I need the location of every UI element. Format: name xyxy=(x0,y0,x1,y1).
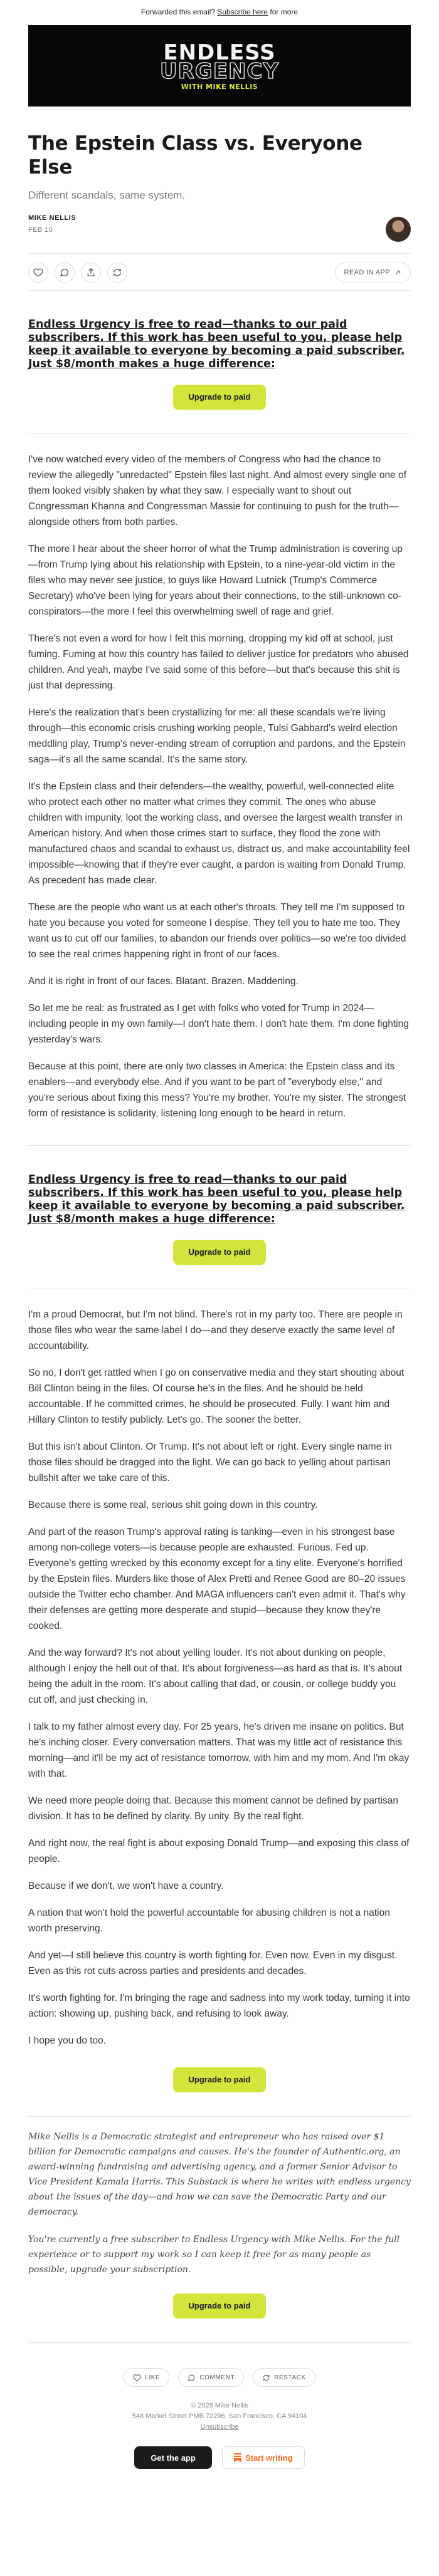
restack-label: RESTACK xyxy=(274,2374,306,2381)
get-app-button[interactable]: Get the app xyxy=(134,2446,212,2469)
banner-line-1: ENDLESS xyxy=(163,40,276,65)
upgrade-button[interactable]: Upgrade to paid xyxy=(173,2067,266,2092)
post-date: FEB 10 xyxy=(28,226,53,234)
subscription-note: You're currently a free subscriber to Endless Urgency with Mike Nellis. For the full experience or to support my work so I can keep it free for as many people as possible, upgrade your subscription. xyxy=(28,2235,400,2275)
upgrade-button[interactable]: Upgrade to paid xyxy=(173,2293,266,2319)
article-paragraph: There's not even a word for how I felt this morning, dropping my kid off at school, just fuming. Fuming at how this country has failed to deliver justice for predators who abused children. And yeah, maybe I've said some of this before—but that's because this shit is just that depressing. xyxy=(28,633,409,691)
forward-bar xyxy=(0,0,439,23)
article-body-1 xyxy=(28,452,411,1121)
article-paragraph: We need more people doing that. Because this moment cannot be defined by partisan division. It has to be defined by clarity. By unity. By the real fight. xyxy=(28,1795,398,1822)
footer-like-button[interactable] xyxy=(124,2368,169,2387)
paid-cta-text[interactable]: Endless Urgency is free to read—thanks to our paid subscribers. If this work has been useful to you, please help keep it available to everyone by becoming a paid subscriber. Just $8/month makes a huge difference: xyxy=(28,318,405,370)
article-paragraph: Because if we don't, we won't have a country. xyxy=(28,1881,224,1891)
article-paragraph: It's worth fighting for. I'm bringing the rage and sadness into my work today, turning it into action: showing up, pushing back, and refusing to look away. xyxy=(28,1993,410,2019)
article-paragraph: So no, I don't get rattled when I go on conservative media and they start shouting about Bill Clinton being in the files. Of course he's in the files. And he should be held accountable. If he committed crimes, he should be prosecuted. Fully. I want him and Hillary Clinton to testify publicly. Let's go. The sooner the better. xyxy=(28,1368,405,1425)
restack-icon xyxy=(262,2374,270,2382)
article-paragraph: And it is right in front of our faces. Blatant. Brazen. Maddening. xyxy=(28,976,299,987)
heart-icon xyxy=(33,267,43,278)
article-paragraph: And yet—I still believe this country is worth fighting for. Even now. Even in my disgust. Even as this rot cuts across parties and presidents and decades. xyxy=(28,1950,398,1976)
article-paragraph: A nation that won't hold the powerful accountable for abusing children is not a nation worth preserving. xyxy=(28,1908,390,1934)
article-paragraph: The more I hear about the sheer horror of what the Trump administration is covering up—from Trump lying about his relationship with Epstein, to a nine-year-old victim in the files who may never see justice, to guys like Howard Lutnick (Trump's Commerce Secretary) who've been lying for years about their connections, to the still-unknown co-conspirators—the more I feel this overwhelming swell of rage and grief. xyxy=(28,544,403,617)
post-title[interactable]: The Epstein Class vs. Everyone Else xyxy=(28,132,362,179)
article-paragraph: Because there is some real, serious shit going down in this country. xyxy=(28,1500,318,1510)
article-body-2 xyxy=(28,1307,411,2049)
divider xyxy=(28,2116,411,2117)
divider xyxy=(28,1145,411,1146)
arrow-up-right-icon xyxy=(394,269,401,276)
article-paragraph: I hope you do too. xyxy=(28,2035,107,2046)
comment-icon xyxy=(60,267,70,278)
article-paragraph: Because at this point, there are only two classes in America: the Epstein class and its enablers—and everybody else. And if you want to be part of "everybody else," and you're serious about fixing this mess? You're my brother. You're my sister. The strongest form of resistance is solidarity, listening long enough to be heard in return. xyxy=(28,1061,406,1119)
article-paragraph: These are the people who want us at each other's throats. They tell me I'm supposed to hate you because you voted for someone I despise. They tell you to hate me too. They want us to cut off our families, to abandon our friends over politics—so we're too divided to see the real crimes happening right in front of our faces. xyxy=(28,902,406,960)
paid-cta-1 xyxy=(28,318,411,410)
comment-button[interactable] xyxy=(55,262,75,283)
like-label: LIKE xyxy=(145,2374,161,2381)
article-paragraph: So let me be real: as frustrated as I get with folks who voted for Trump in 2024—including people in my own family—I don't hate them. I don't hate them. I'm done fighting yesterday's wars. xyxy=(28,1003,409,1045)
footer-comment-button[interactable] xyxy=(178,2368,244,2387)
substack-logo-icon xyxy=(234,2453,241,2462)
divider xyxy=(28,2342,411,2343)
author-bio: Mike Nellis is a Democratic strategist and entrepreneur who has raised over $1 billion for Democratic campaigns and causes. He's the founder of Authentic.org, an award-winning fundraising and advertising agency, and a former Senior Advisor to Vice President Kamala Harris. This Substack is where he writes with endless urgency about the issues of the day—and how we can save the Democratic Party and our democracy. xyxy=(28,2132,411,2217)
comment-icon xyxy=(188,2374,196,2382)
forward-suffix: for more xyxy=(270,8,299,16)
read-in-app-button[interactable] xyxy=(335,262,411,283)
paid-cta-2 xyxy=(28,1173,411,1265)
paid-cta-text[interactable]: Endless Urgency is free to read—thanks to our paid subscribers. If this work has been useful to you, please help keep it available to everyone by becoming a paid subscriber. Just $8/month makes a huge difference: xyxy=(28,1173,405,1225)
action-bar xyxy=(28,253,411,291)
article-paragraph: And the way forward? It's not about yelling louder. It's not about dunking on people, although I enjoy the hell out of that. It's about forgiveness—as hard as that is. It's about being the adult in the room. It's about calling that dad, or cousin, or college buddy you cut off, and just checking in. xyxy=(28,1648,403,1705)
copyright-text: © 2026 Mike Nellis xyxy=(191,2402,248,2409)
upgrade-button[interactable]: Upgrade to paid xyxy=(173,385,266,410)
address-text: 548 Market Street PMB 72296, San Francisco, CA 94104 xyxy=(132,2412,307,2420)
article-paragraph: And right now, the real fight is about exposing Donald Trump—and exposing this class of people. xyxy=(28,1838,410,1864)
article-paragraph: And part of the reason Trump's approval rating is tanking—even in his strongest base among non-college voters—is because people are exhausted. Furious. Fed up. Everyone's getting wrecked by this economy except for a tiny elite. Everyone's horrified by the Epstein files. Murders like those of Alex Pretti and Renee Good are 80–20 issues outside the Twitter echo chamber. And MAGA influencers can't even admit it. That's why their defenses are getting more desperate and stupid—because they know they're cooked. xyxy=(28,1527,406,1631)
email-content xyxy=(28,25,411,2469)
author-name[interactable]: MIKE NELLIS xyxy=(28,214,77,222)
avatar[interactable] xyxy=(386,217,411,242)
article-paragraph: I'm a proud Democrat, but I'm not blind. There's rot in my party too. There are people in those files who wear the same label I do—and they deserve exactly the same level of accountability. xyxy=(28,1309,403,1351)
upgrade-button[interactable]: Upgrade to paid xyxy=(173,1240,266,1265)
start-writing-button[interactable] xyxy=(222,2446,305,2469)
read-in-app-label: READ IN APP xyxy=(344,269,390,276)
share-button[interactable] xyxy=(81,262,101,283)
post-meta xyxy=(28,214,411,243)
article-paragraph: I talk to my father almost every day. For 25 years, he's driven me insane on politics. But he's inching closer. Every conversation matters. That was my little act of resistance this morning—and it'll be my act of resistance tomorrow, with him and my mom. And I'm okay with that. xyxy=(28,1722,410,1779)
share-icon xyxy=(86,267,96,278)
restack-button[interactable] xyxy=(107,262,127,283)
post-subtitle: Different scandals, same system. xyxy=(28,189,186,201)
unsubscribe-link[interactable]: Unsubscribe xyxy=(200,2423,239,2431)
footer-info xyxy=(28,2401,411,2433)
footer-buttons xyxy=(28,2446,411,2469)
banner-line-2: URGENCY xyxy=(160,59,279,84)
footer-restack-button[interactable] xyxy=(253,2368,315,2387)
restack-icon xyxy=(112,267,122,278)
publication-banner[interactable] xyxy=(28,25,411,106)
comment-label: COMMENT xyxy=(199,2374,235,2381)
banner-byline: WITH MIKE NELLIS xyxy=(181,83,258,91)
forward-text: Forwarded this email? xyxy=(140,8,215,16)
article-paragraph: Here's the realization that's been crystallizing for me: all these scandals we're living through—this economic crisis crushing working people, Tulsi Gabbard's weird election meddling play, Trump's never-ending stream of corruption and pardons, and the Epstein saga—it's all the same scandal. It's the same story. xyxy=(28,707,406,765)
start-writing-label: Start writing xyxy=(245,2453,293,2463)
article-paragraph: It's the Epstein class and their defenders—the wealthy, powerful, well-connected elite who protect each other no matter what crimes they commit. The ones who abuse children with impunity, loot the working class, and oversee the largest wealth transfer in American history. And when those crimes start to surface, they flood the zone with manufactured chaos and scandal to exhaust us, distract us, and make accountability feel impossible—knowing that if they're ever caught, a pardon is waiting from Donald Trump. As precedent has made clear. xyxy=(28,781,410,886)
footer-actions xyxy=(28,2368,411,2387)
article-paragraph: I've now watched every video of the members of Congress who had the chance to review the allegedly "unredacted" Epstein files last night. And almost every single one of them looked visibly shaken by what they saw. I especially want to shout out Congressman Khanna and Congressman Massie for continuing to push for the truth—alongside others from both parties. xyxy=(28,454,406,527)
like-button[interactable] xyxy=(28,262,48,283)
subscribe-link[interactable]: Subscribe here xyxy=(217,8,268,16)
article-paragraph: But this isn't about Clinton. Or Trump. It's not about left or right. Every single name in those files should be dragged into the light. We can go back to yelling about partisan bullshit after we take care of this. xyxy=(28,1441,392,1483)
heart-icon xyxy=(133,2374,141,2382)
